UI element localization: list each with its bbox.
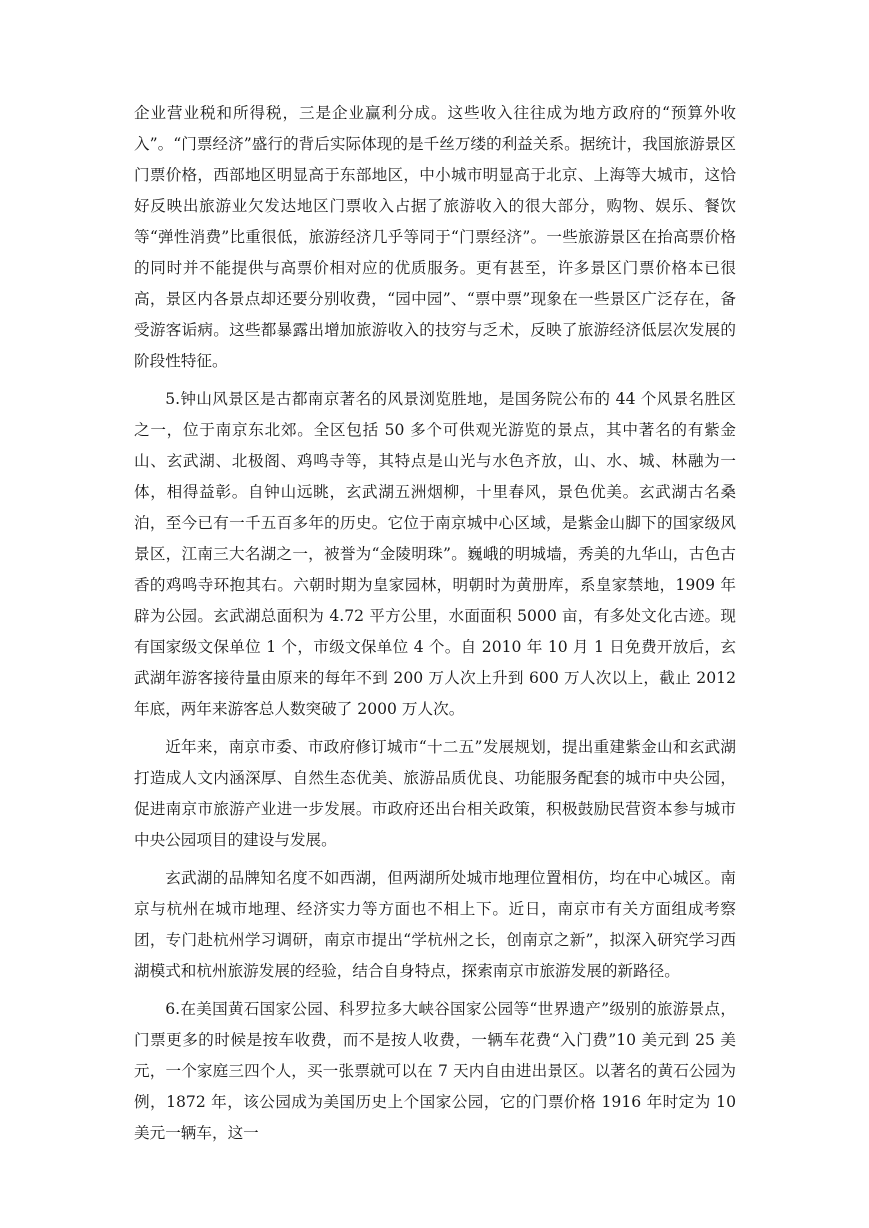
- paragraph-item-6: 6.在美国黄石国家公园、科罗拉多大峡谷国家公园等“世界遗产”级别的旅游景点，门票更多的时候是按车收费，而不是按人收费，一辆车花费“入门费”10 美元到 25 美元，一个家庭三四个人，买一张票就可以在 7 天内自由进出景区。以著名的黄石公园为例，1872 年，该公园成为美国历史上个国家公园，它的门票价格 1916 年时定为 10 美元一辆车，这一: [134, 1000, 736, 1142]
- paragraph-xuanwu-lake: 玄武湖的品牌知名度不如西湖，但两湖所处城市地理位置相仿，均在中心城区。南京与杭州在城市地理、经济实力等方面也不相上下。近日，南京市有关方面组成考察团，专门赴杭州学习调研，南京市提出“学杭州之长，创南京之新”，拟深入研究学习西湖模式和杭州旅游发展的经验，结合自身特点，探索南京市旅游发展的新路径。: [134, 869, 736, 980]
- paragraph-recent-years: 近年来，南京市委、市政府修订城市“十二五”发展规划，提出重建紫金山和玄武湖打造成人文内涵深厚、自然生态优美、旅游品质优良、功能服务配套的城市中央公园，促进南京市旅游产业进一步发展。市政府还出台相关政策，积极鼓励民营资本参与城市中央公园项目的建设与发展。: [134, 738, 736, 849]
- paragraph-continued: 企业营业税和所得税，三是企业赢利分成。这些收入往往成为地方政府的“预算外收入”。“门票经济”盛行的背后实际体现的是千丝万缕的利益关系。据统计，我国旅游景区门票价格，西部地区明显高于东部地区，中小城市明显高于北京、上海等大城市，这恰好反映出旅游业欠发达地区门票收入占据了旅游收入的很大部分，购物、娱乐、餐饮等“弹性消费”比重很低，旅游经济几乎等同于“门票经济”。一些旅游景区在抬高票价格的同时并不能提供与高票价相对应的优质服务。更有甚至，许多景区门票价格本已很高，景区内各景点却还要分别收费，“园中园”、“票中票”现象在一些景区广泛存在，备受游客诟病。这些都暴露出增加旅游收入的技穷与乏术，反映了旅游经济低层次发展的阶段性特征。: [134, 104, 736, 370]
- document-body: [134, 98, 736, 1149]
- paragraph-item-5: 5.钟山风景区是古都南京著名的风景浏览胜地，是国务院公布的 44 个风景名胜区之一，位于南京东北郊。全区包括 50 多个可供观光游览的景点，其中著名的有紫金山、玄武湖、北极阁、鸡鸣寺等，其特点是山光与水色齐放，山、水、城、林融为一体，相得益彰。自钟山远眺，玄武湖五洲烟柳，十里春风，景色优美。玄武湖古名桑泊，至今已有一千五百多年的历史。它位于南京城中心区域，是紫金山脚下的国家级风景区，江南三大名湖之一，被誉为“金陵明珠”。巍峨的明城墙，秀美的九华山，古色古香的鸡鸣寺环抱其右。六朝时期为皇家园林，明朝时为黄册库，系皇家禁地，1909 年辟为公园。玄武湖总面积为 4.72 平方公里，水面面积 5000 亩，有多处文化古迹。现有国家级文保单位 1 个，市级文保单位 4 个。自 2010 年 10 月 1 日免费开放后，玄武湖年游客接待量由原来的每年不到 200 万人次上升到 600 万人次以上，截止 2012 年底，两年来游客总人数突破了 2000 万人次。: [134, 390, 736, 718]
